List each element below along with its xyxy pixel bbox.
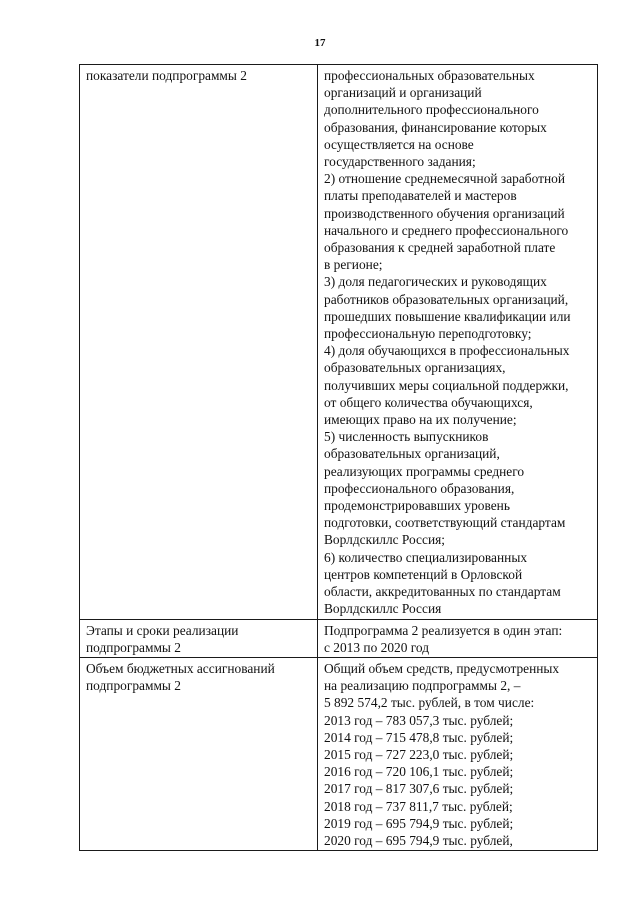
value-line: образования к средней заработной плате: [324, 240, 556, 256]
value-line: 2020 год – 695 794,9 тыс. рублей,: [324, 832, 513, 848]
value-line: 3) доля педагогических и руководящих: [324, 274, 547, 290]
value-line: получивших меры социальной поддержки,: [324, 377, 569, 393]
value-line: 2016 год – 720 106,1 тыс. рублей;: [324, 764, 514, 780]
value-line: 2013 год – 783 057,3 тыс. рублей;: [324, 712, 514, 728]
row-label-cell: [80, 65, 318, 620]
value-line: организаций и организаций: [324, 85, 482, 101]
row-label-cell: [80, 619, 318, 657]
row-value-cell: [318, 65, 598, 620]
value-line: профессионального образования,: [324, 480, 515, 496]
value-line: подготовки, соответствующий стандартам: [324, 515, 566, 531]
value-line: 2015 год – 727 223,0 тыс. рублей;: [324, 746, 514, 762]
table-row: [80, 65, 598, 620]
value-line: начального и среднего профессионального: [324, 222, 569, 238]
value-line: образования, финансирование которых: [324, 119, 547, 135]
table-row: [80, 657, 598, 850]
value-line: реализующих программы среднего: [324, 463, 525, 479]
table-row: [80, 619, 598, 657]
label-line: Этапы и сроки реализации: [86, 622, 239, 638]
value-line: 4) доля обучающихся в профессиональных: [324, 343, 570, 359]
value-line: 6) количество специализированных: [324, 549, 528, 565]
value-line: государственного задания;: [324, 154, 476, 170]
value-line: в регионе;: [324, 257, 383, 273]
value-line: работников образовательных организаций,: [324, 291, 569, 307]
value-line: 2019 год – 695 794,9 тыс. рублей;: [324, 815, 514, 831]
value-line: продемонстрировавших уровень: [324, 498, 510, 514]
value-line: с 2013 по 2020 год: [324, 639, 430, 655]
value-line: 2) отношение среднемесячной заработной: [324, 171, 565, 187]
passport-table: [79, 64, 598, 851]
value-line: центров компетенций в Орловской: [324, 566, 523, 582]
value-line: от общего количества обучающихся,: [324, 394, 533, 410]
value-line: производственного обучения организаций: [324, 205, 565, 221]
value-line: 2017 год – 817 307,6 тыс. рублей;: [324, 781, 514, 797]
value-line: 2014 год – 715 478,8 тыс. рублей;: [324, 729, 514, 745]
label-line: показатели подпрограммы 2: [86, 68, 247, 83]
value-line: профессиональную переподготовку;: [324, 326, 532, 342]
value-line: 5 892 574,2 тыс. рублей, в том числе:: [324, 695, 535, 711]
value-line: образовательных организаций,: [324, 446, 500, 462]
value-line: 2018 год – 737 811,7 тыс. рублей;: [324, 798, 513, 814]
label-line: подпрограммы 2: [86, 639, 181, 655]
value-line: Подпрограмма 2 реализуется в один этап:: [324, 622, 563, 638]
row-value-cell: [318, 657, 598, 850]
label-line: подпрограммы 2: [86, 678, 181, 694]
value-line: Ворлдскиллс Россия;: [324, 532, 445, 548]
value-line: образовательных организациях,: [324, 360, 506, 376]
value-line: 5) численность выпускников: [324, 429, 489, 445]
value-line: дополнительного профессионального: [324, 102, 539, 118]
value-line: прошедших повышение квалификации или: [324, 308, 571, 324]
label-line: Объем бюджетных ассигнований: [86, 660, 275, 676]
value-line: области, аккредитованных по стандартам: [324, 584, 561, 600]
value-line: профессиональных образовательных: [324, 68, 535, 83]
value-line: на реализацию подпрограммы 2, –: [324, 678, 521, 694]
value-line: имеющих право на их получение;: [324, 412, 517, 428]
row-label-cell: [80, 657, 318, 850]
value-line: Ворлдскиллс Россия: [324, 601, 442, 617]
value-line: платы преподавателей и мастеров: [324, 188, 517, 204]
value-line: осуществляется на основе: [324, 136, 474, 152]
value-line: Общий объем средств, предусмотренных: [324, 660, 560, 676]
page-number: 17: [314, 37, 326, 49]
row-value-cell: [318, 619, 598, 657]
